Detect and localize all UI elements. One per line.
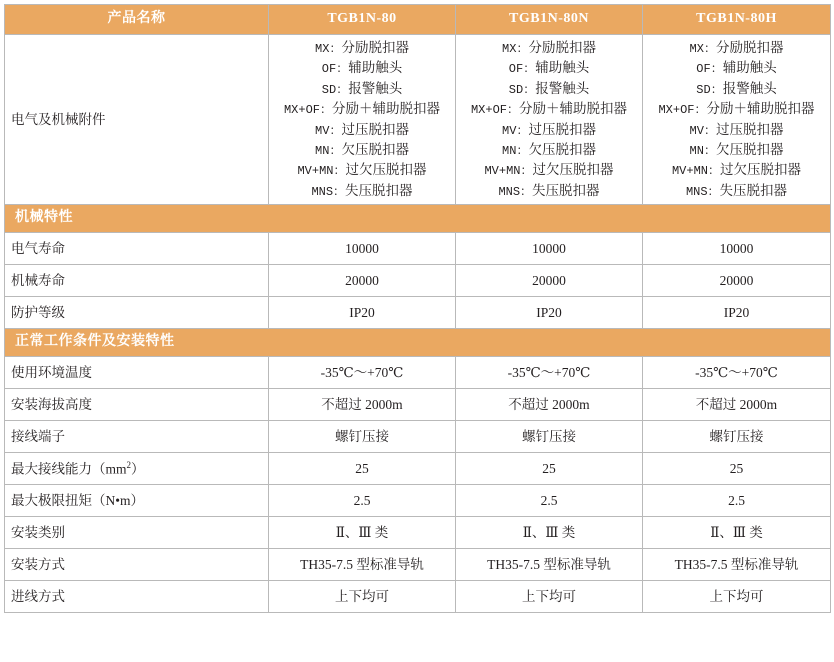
row-value: 螺钉压接 [643, 421, 831, 453]
accessory-key: SD： [508, 82, 536, 97]
accessory-text: 过欠压脱扣器 [720, 162, 801, 178]
row-label: 机械寿命 [5, 265, 269, 297]
row-label: 最大接线能力$(mm^2)$ [5, 453, 269, 485]
accessory-key: MN： [502, 143, 529, 158]
section-title: 正常工作条件及安装特性 [5, 329, 831, 357]
accessory-key: MV+MN： [484, 164, 533, 179]
accessory-key: MV： [502, 123, 529, 138]
row-label: 最大极限扭矩（N•m） [5, 485, 269, 517]
table-row [5, 297, 831, 329]
accessory-text: 辅助触头 [535, 60, 590, 76]
row-value: 2.5 [643, 485, 831, 517]
row-label: 电气寿命 [5, 233, 269, 265]
specification-table [4, 4, 831, 613]
accessory-key: MN： [315, 143, 342, 158]
accessory-text: 失压脱扣器 [345, 182, 413, 198]
accessory-text: 过欠压脱扣器 [345, 162, 427, 178]
row-value: 螺钉压接 [269, 421, 456, 453]
table-row [5, 549, 831, 581]
accessories-row [5, 35, 831, 205]
row-value: 25 [269, 453, 456, 485]
accessory-text: 过欠压脱扣器 [532, 162, 614, 178]
accessory-text: 辅助触头 [348, 60, 403, 76]
table-row [5, 421, 831, 453]
header-column-3: TGB1N-80H [643, 5, 831, 35]
accessory-text: 过压脱扣器 [341, 121, 409, 137]
row-value: TH35-7.5 型标准导轨 [269, 549, 456, 581]
accessory-text: 分励脱扣器 [528, 40, 596, 55]
accessory-text: 欠压脱扣器 [528, 141, 596, 157]
table-row [5, 581, 831, 613]
row-value: 上下均可 [269, 581, 456, 613]
accessory-key: MX+OF： [283, 103, 332, 118]
accessory-text: 报警触头 [722, 80, 777, 96]
accessory-key: MV： [315, 123, 342, 138]
row-label: 使用环境温度 [5, 357, 269, 389]
accessory-key: MN： [689, 143, 716, 158]
row-value: 上下均可 [456, 581, 643, 613]
accessory-key: MV： [689, 123, 716, 138]
table-row [5, 357, 831, 389]
row-value: 2.5 [456, 485, 643, 517]
table-row [5, 233, 831, 265]
row-value: 不超过 2000m [269, 389, 456, 421]
accessory-key: SD： [696, 82, 723, 97]
accessory-key: OF： [696, 62, 723, 77]
row-label: 安装海拔高度 [5, 389, 269, 421]
accessory-text: 欠压脱扣器 [341, 141, 409, 157]
accessory-text: 欠压脱扣器 [715, 141, 784, 157]
row-value: 不超过 2000m [456, 389, 643, 421]
row-value: -35℃～+70℃ [269, 357, 456, 389]
row-label: 防护等级 [5, 297, 269, 329]
accessory-key: MV+MN： [297, 164, 346, 179]
row-value: TH35-7.5 型标准导轨 [456, 549, 643, 581]
section-header-operating [5, 329, 831, 357]
row-value: 上下均可 [643, 581, 831, 613]
accessory-text: 分励＋辅助脱扣器 [332, 101, 440, 117]
row-value: TH35-7.5 型标准导轨 [643, 549, 831, 581]
row-label: 安装方式 [5, 549, 269, 581]
accessory-key: MX+OF： [470, 103, 519, 118]
table-row [5, 265, 831, 297]
row-value: IP20 [643, 297, 831, 329]
table-row [5, 389, 831, 421]
accessory-key: MX： [502, 42, 529, 56]
accessories-cell-3 [643, 35, 831, 205]
row-value: Ⅱ、Ⅲ 类 [269, 517, 456, 549]
header-column-2: TGB1N-80N [456, 5, 643, 35]
row-label: 安装类别 [5, 517, 269, 549]
accessory-text: 过压脱扣器 [528, 121, 596, 137]
row-value: 20000 [456, 265, 643, 297]
accessories-cell-1 [269, 35, 456, 205]
row-value: -35℃～+70℃ [456, 357, 643, 389]
accessory-key: SD： [321, 82, 349, 97]
row-value: 20000 [643, 265, 831, 297]
accessory-key: MNS： [311, 184, 346, 199]
row-value: 2.5 [269, 485, 456, 517]
row-value: 25 [456, 453, 643, 485]
accessory-text: 分励＋辅助脱扣器 [519, 101, 627, 117]
section-header-mechanical [5, 205, 831, 233]
accessory-text: 过压脱扣器 [715, 121, 784, 137]
accessory-text: 失压脱扣器 [532, 182, 600, 198]
table-row [5, 453, 831, 485]
row-value: 10000 [269, 233, 456, 265]
row-value: 不超过 2000m [643, 389, 831, 421]
header-column-1: TGB1N-80 [269, 5, 456, 35]
accessory-key: MNS： [685, 184, 720, 199]
accessory-text: 辅助触头 [722, 60, 777, 76]
accessory-key: OF： [508, 62, 536, 77]
accessories-label: 电气及机械附件 [5, 35, 269, 205]
row-value: 10000 [456, 233, 643, 265]
section-title: 机械特性 [5, 205, 831, 233]
accessory-key: MNS： [498, 184, 533, 199]
header-product-name: 产品名称 [5, 5, 269, 35]
accessory-text: 失压脱扣器 [719, 182, 788, 198]
row-value: 25 [643, 453, 831, 485]
accessories-cell-2 [456, 35, 643, 205]
accessory-key: MV+MN： [671, 164, 720, 179]
row-label: 进线方式 [5, 581, 269, 613]
row-value: 10000 [643, 233, 831, 265]
accessory-key: MX+OF： [658, 103, 707, 118]
accessory-key: OF： [321, 62, 349, 77]
accessory-key: MX： [689, 42, 716, 56]
row-value: -35℃～+70℃ [643, 357, 831, 389]
accessory-text: 分励脱扣器 [715, 40, 784, 55]
row-value: 20000 [269, 265, 456, 297]
row-value: Ⅱ、Ⅲ 类 [456, 517, 643, 549]
table-row [5, 485, 831, 517]
row-value: IP20 [456, 297, 643, 329]
accessory-text: 分励脱扣器 [341, 40, 409, 55]
table-header-row [5, 5, 831, 35]
accessory-text: 报警触头 [535, 80, 590, 96]
row-label: 接线端子 [5, 421, 269, 453]
accessory-text: 报警触头 [348, 80, 403, 96]
row-value: IP20 [269, 297, 456, 329]
row-value: 螺钉压接 [456, 421, 643, 453]
row-value: Ⅱ、Ⅲ 类 [643, 517, 831, 549]
accessory-key: MX： [315, 42, 342, 56]
accessory-text: 分励＋辅助脱扣器 [706, 101, 815, 117]
table-row [5, 517, 831, 549]
